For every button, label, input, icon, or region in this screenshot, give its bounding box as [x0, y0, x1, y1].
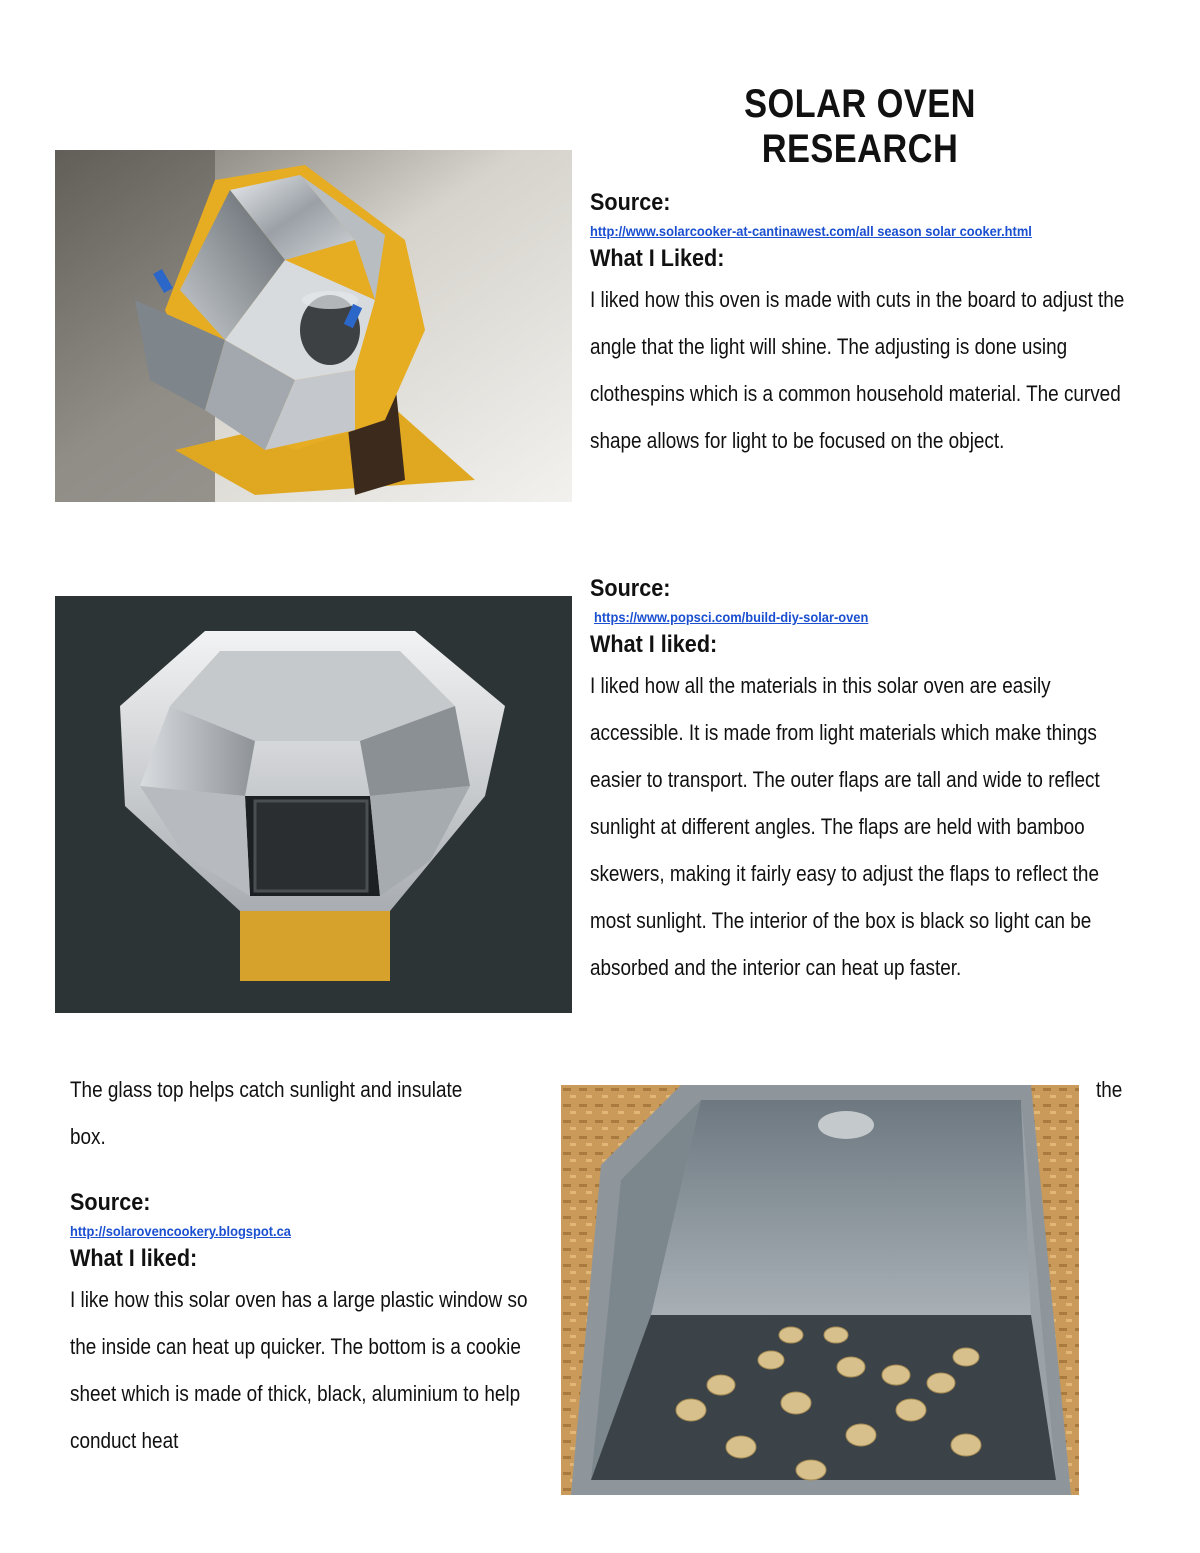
- section-2-continuation-next: box.: [70, 1124, 106, 1149]
- liked-label: What I liked:: [590, 631, 718, 658]
- section-3-text: I like how this solar oven has a large plastic window so the inside can heat up quicker. The bottom is a cookie sheet which is made of thick, black, aluminium to help conduct heat: [70, 1287, 528, 1453]
- section-1: [590, 186, 1150, 464]
- section-2: [590, 572, 1150, 991]
- section-2-continuation-left: The glass top helps catch sunlight and insulate: [70, 1077, 463, 1102]
- source-link[interactable]: http://www.solarcooker-at-cantinawest.com/all season solar cooker.html: [590, 223, 1032, 239]
- section-2-text: I liked how all the materials in this solar oven are easily accessible. It is made from light materials which make things easier to transport. The outer flaps are tall and wide to reflect sunlight at different angles. The flaps are held with bamboo skewers, making it fairly easy to adjust the flaps to reflect the most sunlight. The interior of the box is black so light can be absorbed and the interior can heat up faster.: [590, 673, 1100, 980]
- source-link[interactable]: https://www.popsci.com/build-diy-solar-oven: [594, 609, 869, 625]
- liked-label: What I liked:: [70, 1245, 198, 1272]
- source-label: Source:: [70, 1189, 151, 1216]
- section-1-text: I liked how this oven is made with cuts in the board to adjust the angle that the light will shine. The adjusting is done using clothespins which is a common household material. The curved shape allows for light to be focused on the object.: [590, 287, 1125, 453]
- liked-label: What I Liked:: [590, 245, 725, 272]
- page-title: SOLAR OVEN RESEARCH: [744, 82, 976, 171]
- image-curved-solar-cooker: [55, 150, 572, 502]
- image-hexagonal-solar-oven: [55, 596, 572, 1013]
- source-label: Source:: [590, 189, 671, 216]
- section-3: [70, 1186, 550, 1464]
- image-box-solar-oven-cookies: [561, 1085, 1079, 1495]
- source-link[interactable]: http://solarovencookery.blogspot.ca: [70, 1223, 291, 1239]
- section-2-continuation-right: the: [1096, 1077, 1123, 1102]
- source-label: Source:: [590, 575, 671, 602]
